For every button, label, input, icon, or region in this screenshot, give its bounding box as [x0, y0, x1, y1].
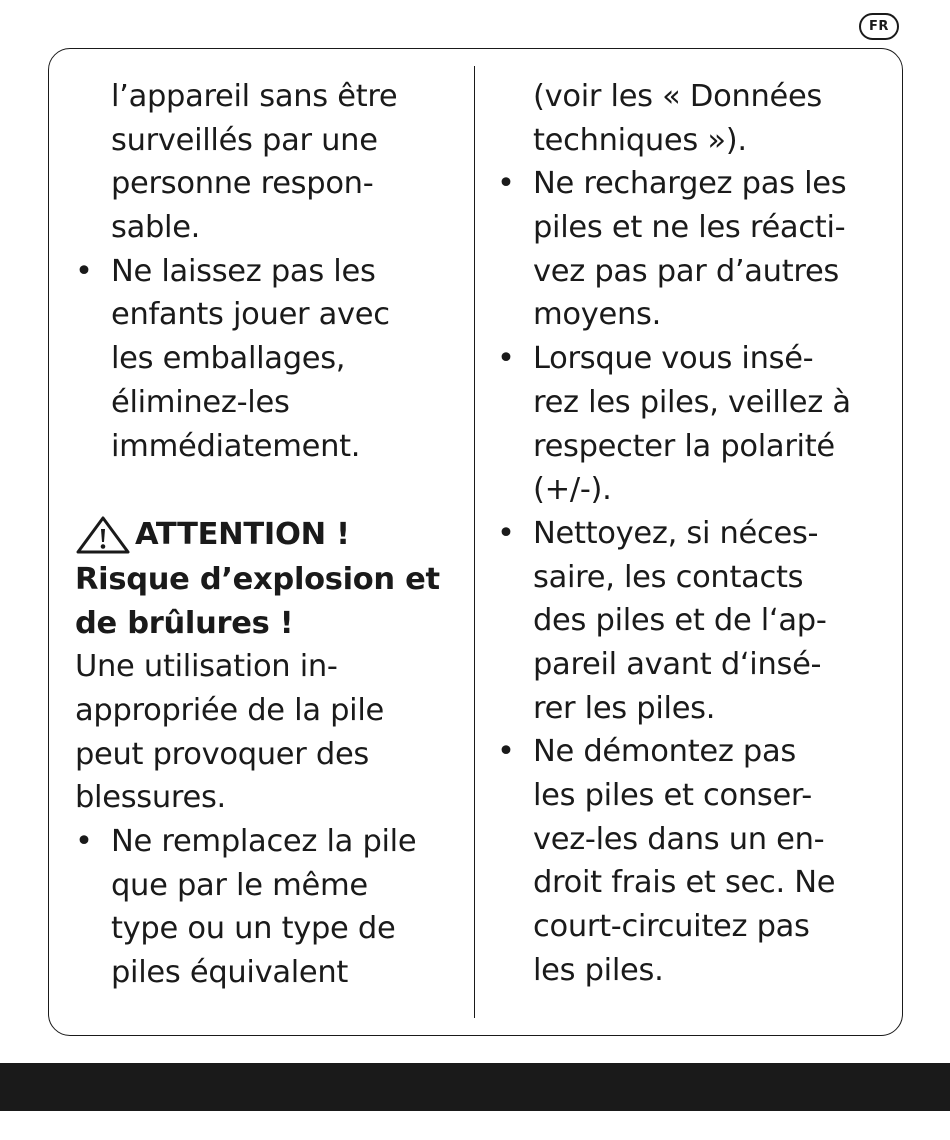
right-column [497, 75, 892, 992]
text-line: blessures. [75, 780, 226, 816]
text-line: appropriée de la pile [75, 692, 384, 728]
bullet-item [497, 337, 892, 512]
text-line: l’appareil sans être [111, 79, 398, 114]
text-line: les piles. [533, 952, 664, 988]
text-line: piles équivalent [111, 955, 349, 991]
text-line: enfants jouer avec [111, 297, 390, 333]
text-line: Ne rechargez pas les [533, 166, 847, 202]
warning-title-row [75, 512, 460, 558]
warning-subtitle: de brûlures ! [75, 605, 294, 641]
left-column [75, 75, 460, 995]
text-line: techniques »). [533, 122, 747, 158]
text-line: droit frais et sec. Ne [533, 865, 836, 901]
bullet-item [497, 512, 892, 730]
text-line: (+/-). [533, 472, 612, 508]
bullet-mark: • [497, 166, 515, 202]
text-line: court-circuitez pas [533, 909, 810, 945]
text-line: Nettoyez, si néces- [533, 515, 819, 551]
text-line: Ne démontez pas [533, 734, 796, 770]
warning-block [75, 512, 460, 820]
text-line: piles et ne les réacti- [533, 210, 846, 246]
text-line: Une utilisation in- [75, 649, 338, 685]
text-line: Ne laissez pas les [111, 253, 376, 289]
text-line: vez pas par d’autres [533, 253, 839, 289]
warning-title: ATTENTION ! [135, 516, 350, 552]
text-line: (voir les « Données [533, 79, 823, 114]
text-line: vez-les dans un en- [533, 821, 825, 857]
bullet-mark: • [75, 253, 93, 289]
text-line: saire, les contacts [533, 559, 804, 595]
text-line: peut provoquer des [75, 736, 370, 772]
text-line: respecter la polarité [533, 428, 835, 464]
footer-bar [0, 1063, 950, 1111]
column-divider [474, 66, 475, 1018]
continued-bullet [497, 75, 892, 162]
text-line: que par le même [111, 867, 368, 903]
bullet-mark: • [497, 515, 515, 551]
text-line: Lorsque vous insé- [533, 341, 814, 377]
bullet-mark: • [75, 824, 93, 859]
text-line: surveillés par une [111, 122, 378, 158]
bullet-item [497, 162, 892, 337]
text-line: Ne remplacez la pile [111, 824, 417, 859]
text-line: immédiatement. [111, 428, 361, 464]
text-line: des piles et de l‘ap- [533, 603, 827, 639]
text-line: éliminez-les [111, 384, 290, 420]
text-line: les piles et conser- [533, 778, 812, 813]
text-line: pareil avant d‘insé- [533, 646, 822, 682]
bullet-item [75, 820, 460, 995]
bullet-item [75, 250, 460, 468]
language-badge: FR [859, 13, 899, 40]
text-line: type ou un type de [111, 911, 396, 947]
text-line: rez les piles, veillez à [533, 384, 851, 420]
warning-triangle-icon [75, 515, 131, 555]
text-line: moyens. [533, 297, 662, 333]
bullet-item [497, 730, 892, 992]
text-line: personne respon- [111, 166, 374, 202]
bullet-mark: • [497, 341, 515, 377]
text-line: les emballages, [111, 341, 346, 377]
warning-subtitle: Risque d’explosion et [75, 561, 440, 597]
text-line: sable. [111, 210, 201, 246]
text-line: rer les piles. [533, 690, 716, 726]
bullet-mark: • [497, 734, 515, 770]
continued-bullet [75, 75, 460, 250]
